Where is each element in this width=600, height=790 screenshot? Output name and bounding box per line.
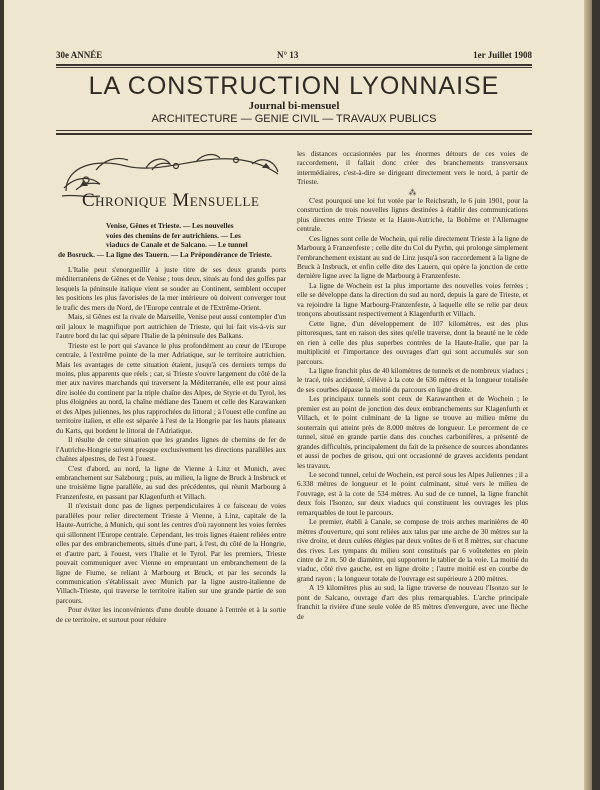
issue-header [56, 50, 532, 60]
masthead-title: LA CONSTRUCTION LYONNAISE [88, 72, 500, 100]
masthead-rule-thin [56, 130, 532, 131]
paragraph: Pour éviter les inconvénients d'une double douane à l'entrée et à la sortie de ce territoire, et surtout pour réduire [56, 606, 286, 624]
masthead-rule [56, 133, 532, 135]
paragraph: Ces lignes sont celle de Wochein, qui relie directement Trieste à la ligne de Marbourg à Franzenfeste ; celle dite du Col du Pyrhn, qui prolonge simplement l'embranchement existant au sud de Linz jusqu'à son raccordement à la ligne de Bruck à Insbruck, et enfin celle dite des Lauern, qui opère la jonction de cette dernière ligne avec la ligne de Marbourg à Franzenfeste. [297, 234, 528, 281]
paragraph: C'est pourquoi une loi fut votée par le Reichsrath, le 6 juin 1901, pour la construction de trois nouvelles lignes destinées à établir des communications plus directes entre Trieste et la Haute-Autriche, la Bohême et l'Allemagne centrale. [297, 196, 528, 234]
issue-number: N° 13 [277, 50, 299, 60]
paragraph: A 19 kilomètres plus au sud, la ligne traverse de nouveau l'Isonzo sur le pont de Salcano, ouvrage d'art des plus remarquables. L'arche principale franchit la rivière d'une seule volée de 85 mètres d'envergure, avec une flèche de [297, 584, 528, 621]
summary-line: voies des chemins de fer autrichiens. — Les [106, 230, 241, 240]
paragraph: les distances occasionnées par les énormes détours de ces voies de raccordement, il fallait donc créer des branchements transversaux intermédiaires, c'est-à-dire se dirigeant directement vers le nord, à partir de Trieste. [297, 150, 528, 187]
paragraph: La ligne de Wochein est la plus importante des nouvelles voies ferrées ; elle se développe dans la direction du sud au nord, depuis la gare de Trieste, et va rejoindre la ligne Marbourg-Franzenfeste, à laquelle elle se relie par deux tronçons aboutissant respectivement à Klagenfurth et Villach. [297, 281, 528, 319]
paragraph: Cette ligne, d'un développement de 107 kilomètres, est des plus pittoresques, tant en raison des sites qu'elle traverse, dont la beauté ne le cède en rien à celle des plus superbes contrées de la Haute-Italie, que par la multiplicité et l'importance des ouvrages d'art qui sont accumulés sur son parcours. [297, 319, 528, 366]
paragraph: Trieste est le port qui s'avance le plus profondément au cœur de l'Europe centrale, à l'extrême pointe de la mer Adriatique, sur le territoire autrichien. Mais les avantages de cette situation étaient, jusqu'à ces derniers temps du moins, plus apparents que réels ; car, si Trieste s'ouvre largement du côté de la mer aux navires marchands qui traversent la Méditerranée, elle est pour ainsi dire isolée du continent par la triple chaîne des Alpes, de Styrie et du Tyrol, les plus éloignées au nord, la chaîne médiane des Tauern et celle des Karawanken et des Alpes juliennes, les plus rapprochées du littoral ; à l'ouest elle confine au territoire italien, et elle est séparée à l'est de la Hongrie par les hauts plateaux du Karts, qui bordent le littoral de l'Adriatique. [56, 341, 286, 435]
top-rule-thin [56, 67, 532, 68]
left-column [56, 266, 286, 782]
issue-year: 30e ANNÉE [56, 50, 103, 60]
page-edge [584, 0, 592, 790]
summary-line: de Bosruck. — La ligne des Tauern. — La Prépondérance [58, 249, 238, 259]
right-column [297, 150, 528, 782]
paragraph: Le second tunnel, celui de Wochein, est percé sous les Alpes Juliennes ; il a 6.338 mètres de longueur et le point culminant, situé vers le milieu de l'ouvrage, est à la cote de 534 mètres. Au sud de ce tunnel, la ligne franchit deux fois l'Isonzo, sur deux viaducs qui constituent les ouvrages les plus remarquables de tout le parcours. [297, 470, 528, 517]
paragraph: La ligne franchit plus de 40 kilomètres de tunnels et de nombreux viaducs ; le tracé, très accidenté, s'élève à la cote de 636 mètres et la longueur totalisée de ses courbes dépasse la moitié du parcours en ligne droite. [297, 366, 528, 394]
issue-date: 1er Juillet 1908 [473, 50, 532, 60]
section-separator: ⁂ [408, 187, 417, 197]
paragraph: Le premier, établi à Canale, se compose de trois arches marinières de 40 mètres d'ouverture, qui sont reliées aux talus par une arche de 30 mètres sur la rive droite, et deux culées élégies par deux voûtes de 6 et 8 mètres, sur chacune des rives. Les tympans du milieu sont constitués par 6 voûtelettes en plein cintre de 2 m. 50 de diamètre, qui supportent le tablier de la voie. La moitié du viaduc, côté rive gauche, est en ligne droite ; l'autre moitié est en courbe de grand rayon ; la longueur totale de l'ouvrage est supérieure à 200 mètres. [297, 518, 528, 583]
masthead-subtitle: Journal bi-mensuel [248, 100, 340, 112]
paragraph: L'Italie peut s'enorgueillir à juste titre de ses deux grands ports méditerranéens de Gênes et de Venise ; tous deux, situés au fond des golfes par lesquels la péninsule italique vient se souder au Continent, semblent occuper les positions les plus favorisées de la mer intérieure où doivent converger tout le trafic des mers du Nord, de l'Europe centrale et de l'Extrême-Orient. [56, 266, 286, 312]
journal-page [4, 0, 592, 790]
section-heading: Chronique Mensuelle [82, 190, 260, 211]
summary-line: viaducs de Canale et de Salcano. — Le tunnel [106, 240, 248, 249]
article-summary [58, 221, 284, 259]
summary-line: de Trieste. [239, 249, 272, 259]
summary-line: Venise, Gênes et Trieste. — Les nouvelles [106, 221, 234, 230]
top-rule [56, 64, 532, 66]
paragraph: Il résulte de cette situation que les grandes lignes de chemins de fer de l'Autriche-Hongrie suivent presque exclusivement les directions parallèles aux chaînes alpestres, de l'est à l'ouest. [56, 436, 286, 464]
paragraph: Les principaux tunnels sont ceux de Karawanthen et de Wochein ; le premier est au point de jonction des deux embranchements sur Klagenfurth et Villach, et le point culminant de la ligne se trouve au milieu même du souterrain qui atteint près de 8.000 mètres de longueur. Le percement de ce tunnel, situé en grande partie dans des couches carbonifères, a présenté de grandes difficultés, principalement du fait de la présence de sources abondantes et aussi de poches de grisou, qui ont occasionné de graves accidents pendant les travaux. [297, 395, 528, 470]
masthead-sections: ARCHITECTURE — GENIE CIVIL — TRAVAUX PUBLICS [151, 113, 437, 125]
paragraph: C'est d'abord, au nord, la ligne de Vienne à Linz et Munich, avec embranchement sur Salzbourg ; puis, au milieu, la ligne de Bruck à Insbruck et une troisième ligne parallèle, au sud des précédentes, qui réunit Marbourg à Franzenfeste, en passant par Klagenfurth et Villach. [56, 464, 286, 501]
paragraph: Mais, si Gênes est la rivale de Marseille, Venise peut aussi contempler d'un œil jaloux le magnifique port autrichien de Trieste, qui lui fait vis-à-vis sur l'autre bord du lac qui sépare l'Italie de la péninsule des Balkans. [56, 313, 286, 341]
paragraph: Il n'existait donc pas de lignes perpendiculaires à ce faisceau de voies parallèles pour relier directement Trieste à Vienne, à Linz, capitale de la Haute-Autriche, à Munich, qui sont les centres d'où rayonnent les voies ferrées qui sillonnent l'Europe centrale. Cependant, les trois lignes étaient reliées entre elles par des embranchements, situés d'une part, à l'est, du côté de la Hongrie, et d'autre part, à l'ouest, vers l'Italie et le Tyrol. Par les premiers, Trieste pouvait communiquer avec Vienne en empruntant un embranchement de la ligne de Fiume, se reliant à Marbourg et Bruck, et par les seconds la communication s'établissait avec Munich par la ligne austro-italienne de Villach-Trieste, qui traverse le territoire italien sur une grande partie de son parcours. [56, 502, 286, 605]
